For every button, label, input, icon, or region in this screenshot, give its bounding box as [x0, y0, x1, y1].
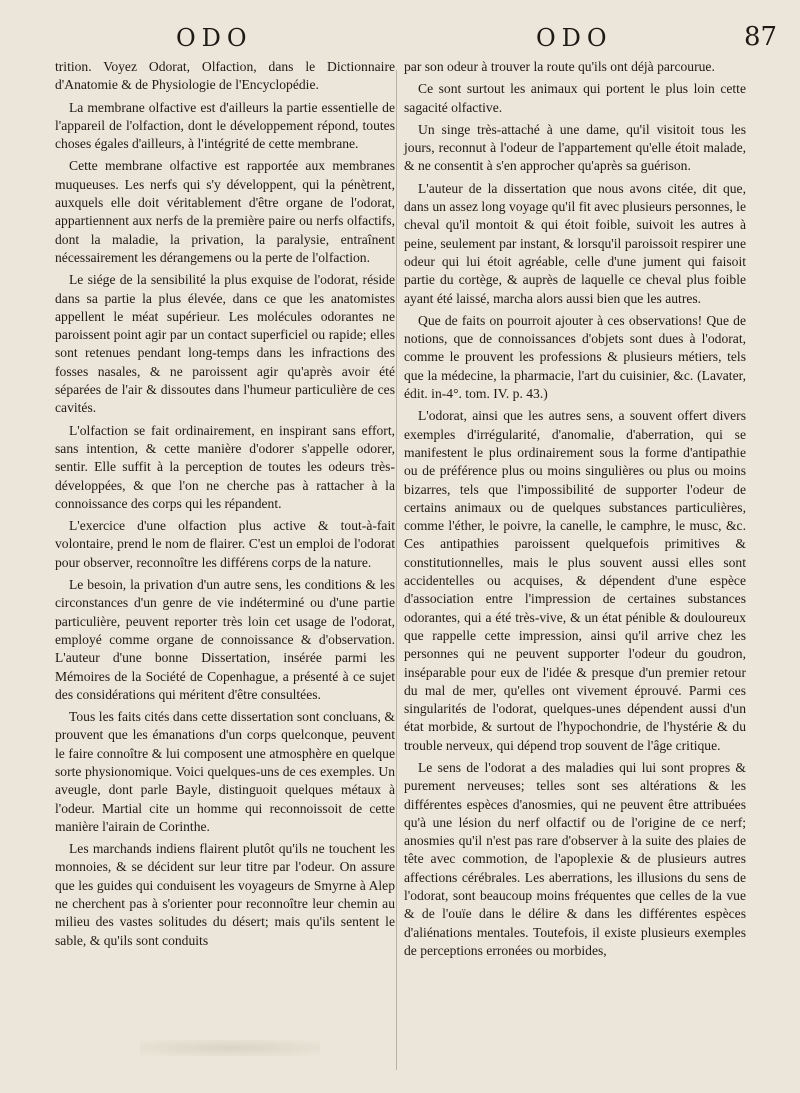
running-head-left: ODO	[176, 24, 253, 52]
paragraph: L'odorat, ainsi que les autres sens, a souvent offert divers exemples d'irrégularité, d'anomalie, d'aberration, qui se manifestent le plus ordinairement sous la forme d'antipathie ou de préférence plus ou moins singulières ou plus ou moins bizarres, tels que l'impossibilité de supporter l'odeur de certains animaux ou de quelques substances particulières, comme l'éther, le poivre, la canelle, le camphre, le musc, &c. Ces antipathies paroissent quelquefois primitives & constitutionnelles, mais le plus souvent aussi elles sont accidentelles ou acquises, & dépendent d'une espèce d'association entre l'impression de certaines substances odorantes, qui a été très-vive, & un état pénible & douloureux que rappelle cette impression, ainsi qu'il arrive chez les personnes qui ne peuvent supporter l'odeur du goudron, inséparable pour eux de l'idée & presque d'un premier retour du mal de mer, qu'elles ont vivement éprouvé. Parmi ces singularités de l'odorat, quelques-unes dépendent aussi d'un état morbide, & surtout de l'hypochondrie, de l'hystérie & du trouble nerveux, qui dépend trop souvent de l'âge critique.	[404, 408, 746, 753]
paragraph: L'auteur de la dissertation que nous avons citée, dit que, dans un assez long voyage qu'il fit avec plusieurs personnes, le cheval qu'il montoit & qui étoit foible, suivoit les autres à peine, seulement par instant, & lorsqu'il paroissoit respirer une odeur qui lui étoit agréable, celle d'une jument qui faisoit partie du cortège, & auprès de laquelle ce cheval plus foible ayant été laissé, marcha alors aussi bien que les autres.	[404, 180, 746, 306]
paragraph: Que de faits on pourroit ajouter à ces observations! Que de notions, que de connoissances d'objets sont dues à l'odorat, comme le prouvent les professions & plusieurs métiers, tels que la médecine, la pharmacie, l'art du cuisinier, &c. (Lavater, édit. in-4°. tom. IV. p. 43.)	[404, 312, 746, 402]
column-gutter	[396, 70, 397, 1070]
paragraph: Les marchands indiens flairent plutôt qu'ils ne touchent les monnoies, & se décident sur leur titre par l'odeur. On assure que les guides qui conduisent les voyageurs de Smyrne à Alep ne cherchent pas à s'orienter pour reconnoître leur chemin au milieu des vastes solitudes du désert; mais qu'ils sentent le sable, & qu'ils sont conduits	[55, 841, 395, 948]
paragraph: La membrane olfactive est d'ailleurs la partie essentielle de l'appareil de l'olfaction, dont le développement répond, toutes choses égales d'ailleurs, à l'intégrité de cette membrane.	[55, 99, 395, 152]
paragraph: Le sens de l'odorat a des maladies qui lui sont propres & purement nerveuses; telles sont ses altérations & les différentes espèces d'anosmies, qui ne peuvent être attribuées qu'à une lésion du nerf olfactif ou de l'origine de ce nerf; anosmies qu'il n'est pas rare d'observer à la suite des plaies de tête avec commotion, de l'apoplexie & de plusieurs autres affections cérébrales. Les aberrations, les illusions du sens de l'odorat, sont beaucoup moins fréquentes que celles de la vue & de l'ouïe dans le délire & dans les différentes espèces d'aliénations mentales. Toutefois, il existe plusieurs exemples de perceptions erronées ou morbides,	[404, 759, 746, 958]
paragraph: L'exercice d'une olfaction plus active & tout-à-fait volontaire, prend le nom de flairer. C'est un emploi de l'odorat pour observer, reconnoître les différens corps de la nature.	[55, 518, 395, 570]
left-column	[55, 58, 395, 954]
paragraph: Le besoin, la privation d'un autre sens, les conditions & les circonstances d'un genre de vie indéterminé ou d'une partie particulière, peuvent reporter très loin cet usage de l'odorat, employé comme organe de connoissance & d'observation. L'auteur d'une bonne Dissertation, insérée parmi les Mémoires de la Société de Copenhague, a présenté à ce sujet des considérations qui méritent d'être consultées.	[55, 577, 395, 702]
paragraph: L'olfaction se fait ordinairement, en inspirant sans effort, sans intention, & cette manière d'odorer s'appelle odorer, sentir. Elle suffit à la perception de toutes les odeurs très-développées, & que l'on ne cherche pas à rattacher à la connoissance des corps qui les répandent.	[55, 422, 395, 511]
paragraph: Un singe très-attaché à une dame, qu'il visitoit tous les jours, reconnut à l'odeur de l'appartement qu'elle étoit malade, & ne consentit à s'en approcher qu'après sa guérison.	[404, 121, 746, 174]
paragraph: par son odeur à trouver la route qu'ils ont déjà parcourue.	[404, 59, 715, 74]
paragraph: Le siége de la sensibilité la plus exquise de l'odorat, réside dans sa partie la plus élevée, dans ce que les anatomistes appellent le méat supérieur. Les molécules odorantes ne paroissent point agir par un contact superficiel ou rapide; elles sont retenues pendant long-temps dans les infractions des fosses nasales, & ne paroissent agir qu'après avoir été séparées de l'air & dissoutes dans l'humeur particulière de ces cavités.	[55, 272, 395, 416]
paragraph: Tous les faits cités dans cette dissertation sont concluans, & prouvent que les émanations d'un corps quelconque, peuvent le faire connoître & lui composent une atmosphère en quelque sorte physionomique. Voici quelques-uns de ces exemples. Un aveugle, dont parle Bayle, distinguoit quelques métaux à l'odeur. Martial cite un homme qui reconnoissoit de cette manière l'airain de Corinthe.	[55, 709, 395, 834]
right-column	[404, 58, 746, 964]
running-head-right: ODO	[536, 24, 613, 52]
paragraph: Ce sont surtout les animaux qui portent le plus loin cette sagacité olfactive.	[404, 81, 746, 115]
paragraph: Cette membrane olfactive est rapportée aux membranes muqueuses. Les nerfs qui s'y développent, qui la pénètrent, auxquels elle doit véritablement d'être organe de l'odorat, appartiennent aux nerfs de la première paire ou nerfs olfactifs, dont la maladie, la privation, la paralysie, entraînent nécessairement les dérangemens ou la perte de l'olfaction.	[55, 158, 395, 265]
page-number: 87	[744, 22, 778, 52]
paper-stain	[140, 1040, 320, 1056]
paragraph: trition. Voyez Odorat, Olfaction, dans le Dictionnaire d'Anatomie & de Physiologie de l'Encyclopédie.	[55, 59, 395, 93]
